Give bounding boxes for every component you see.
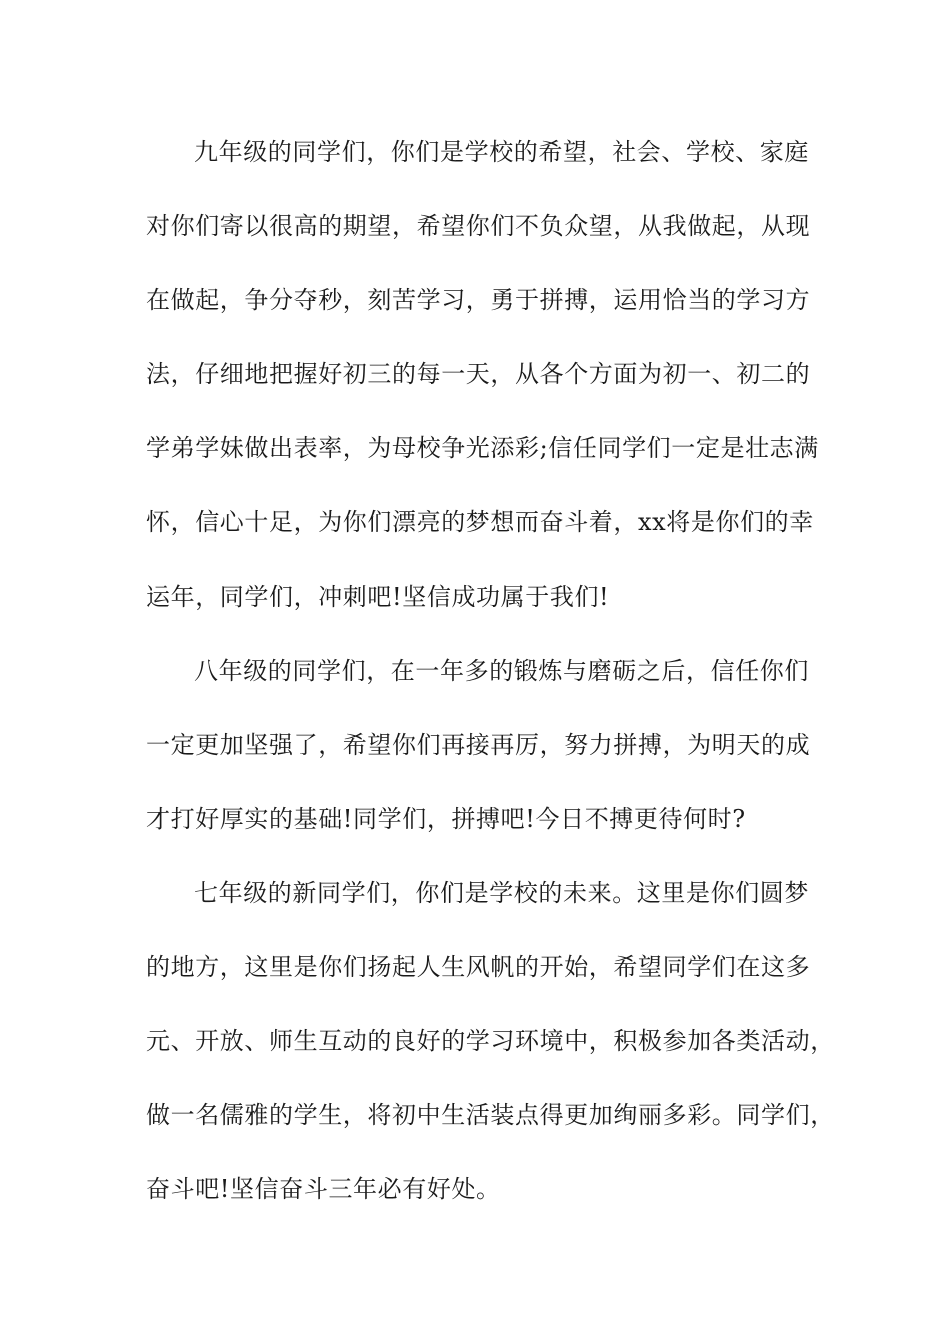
text-line: 元、开放、师生互动的良好的学习环境中，积极参加各类活动， xyxy=(146,1027,835,1056)
paragraph-grade-nine xyxy=(146,127,836,646)
text-line: 运年，同学们，冲刺吧!坚信成功属于我们! xyxy=(146,582,610,611)
text-line: 才打好厚实的基础!同学们，拼搏吧!今日不搏更待何时? xyxy=(146,804,746,833)
text-line: 做一名儒雅的学生，将初中生活装点得更加绚丽多彩。同学们， xyxy=(146,1101,835,1130)
text-line: 怀，信心十足，为你们漂亮的梦想而奋斗着，xx将是你们的幸 xyxy=(146,508,814,537)
document-body xyxy=(146,127,836,1238)
text-line: 九年级的同学们，你们是学校的希望，社会、学校、家庭 xyxy=(194,138,809,166)
text-line: 七年级的新同学们，你们是学校的未来。这里是你们圆梦 xyxy=(194,878,809,907)
text-line: 学弟学妹做出表率，为母校争光添彩;信任同学们一定是壮志满 xyxy=(146,434,819,463)
text-line: 对你们寄以很高的期望，希望你们不负众望，从我做起，从现 xyxy=(146,212,811,241)
text-line: 八年级的同学们，在一年多的锻炼与磨砺之后，信任你们 xyxy=(194,656,809,685)
text-line: 的地方，这里是你们扬起人生风帆的开始，希望同学们在这多 xyxy=(146,953,811,982)
text-line: 奋斗吧!坚信奋斗三年必有好处。 xyxy=(146,1175,501,1204)
paragraph-grade-seven xyxy=(146,868,836,1238)
paragraph-grade-eight xyxy=(146,646,836,868)
text-line: 在做起，争分夺秒，刻苦学习，勇于拼搏，运用恰当的学习方 xyxy=(146,286,811,315)
text-line: 一定更加坚强了，希望你们再接再厉，努力拼搏，为明天的成 xyxy=(146,730,811,759)
text-line: 法，仔细地把握好初三的每一天，从各个方面为初一、初二的 xyxy=(146,360,811,389)
